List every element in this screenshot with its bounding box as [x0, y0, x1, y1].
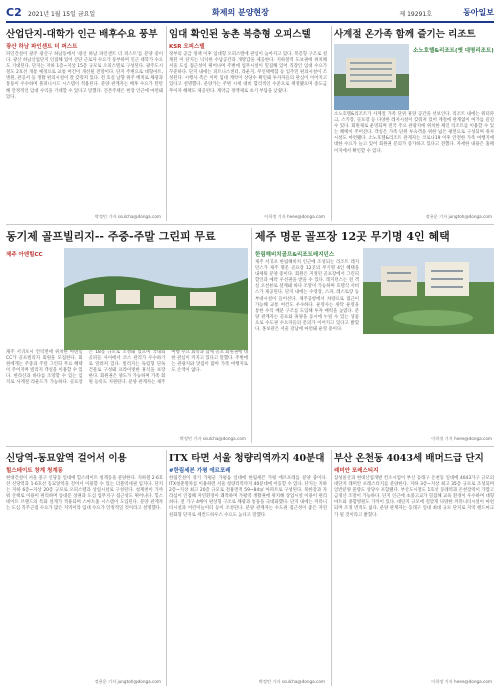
golf-resort-photo — [363, 248, 494, 334]
article-2-body: 정부의 공급 정책 이후 임대형 오피스텔에 관심이 높아지고 있다. 복층형 구조로 설계된 이 단지는 넉넉한 수납공간과 개방감을 제공한다. 지하철역 도보권에 위치해 서울 도심 접근성이 뛰어나며 주변에 업무시설이 밀집해 있어 직장인 임대 수요가 꾸준하다. 단지 내에는 피트니스센터, 라운지, 무인택배함 등 입주민 편의시설이 조성된다. 시행사 측은 이미 임대 계약이 상당수 확인돼 투자자들의 관심이 이어지고 있다고 설명했다. 분양가는 주변 시세 대비 합리적인 수준으로 책정됐으며 중도금 무이자 혜택도 제공된다. 계약금 정액제로 초기 부담을 낮췄다. — [169, 52, 327, 94]
issue-number: 제 19291호 — [399, 11, 432, 18]
article-3-byline: 정용운 기자 jungtoh@donga.com — [425, 214, 492, 219]
article-1-headline: 산업단지-대학가 인근 배후수요 풍부 — [6, 29, 158, 40]
article-8 — [334, 450, 494, 686]
article-2-byline: 이희정 기자 heee@donga.com — [264, 214, 325, 219]
article-4-byline: 박정민 기자 ssulcha@donga.com — [179, 436, 246, 441]
article-6-subhead: 힐스테이트 창계 청계동 — [6, 468, 63, 474]
article-4-subhead: 제주 아덴힐CC — [6, 252, 43, 258]
article-8-subhead: 래미안 포레스티지 — [334, 468, 379, 474]
column-divider — [331, 450, 332, 686]
article-6-byline: 정용운 기자 jungtoh@donga.com — [94, 679, 161, 684]
issue-date: 2021년 1월 15일 금요일 — [28, 11, 96, 18]
article-4 — [6, 228, 248, 443]
row-divider — [6, 446, 494, 447]
article-7-headline: ITX 타면 서울 청량리역까지 40분대 — [169, 453, 325, 464]
article-5-subhead: 한림해비치골프&리조트레지던스 — [255, 252, 335, 258]
article-4-headline: 동기제 골프빌리지-- 주중-주말 그린피 무료 — [6, 230, 216, 243]
page-number: C2 — [6, 6, 22, 19]
column-divider — [331, 26, 332, 221]
header-rule — [6, 21, 494, 23]
article-2-subhead: KSR 오피스텔 — [169, 44, 205, 50]
article-3-headline: 사계절 온가족 함께 즐기는 리조트 — [334, 29, 476, 40]
article-3-body: 소노호텔&리조트가 사계절 가족 단위 휴양 공간을 선보인다. 리조트 내에는 워터파크, 스키장, 골프장 등 다양한 레저시설이 갖춰져 있어 계절에 관계없이 여가를 즐길 수 있다. 회원제로 운영되며 전국 주요 관광지에 위치한 체인 리조트를 이용할 수 있는 혜택이 주어진다. 객실은 가족 단위 투숙객을 위한 넓은 평면으로 구성되며 취사 시설도 마련됐다. 소노호텔&리조트 관계자는 코로나19 이후 안전한 가족 여행지에 대한 수요가 늘고 있어 회원권 문의가 증가하고 있다고 전했다. 자세한 내용은 홈페이지에서 확인할 수 있다. — [334, 112, 494, 154]
article-6-headline: 신당역-동묘앞역 걸어서 이용 — [6, 453, 127, 464]
resort-photo — [334, 44, 409, 110]
article-5 — [255, 228, 494, 443]
article-6 — [6, 450, 163, 686]
article-8-headline: 부산 온천동 4043세 배머드급 단지 — [334, 453, 484, 464]
article-7-subhead: #한림세븐 가평 에르포레 — [169, 468, 231, 474]
row-divider — [6, 224, 494, 225]
article-1-body: 파인건설이 광주 광산구 하남동에서 '광산 하남 파인센트 더 퍼스트'를 분양 중이다. 광산 하남산업단지 인접해 있어 산단 근로자 수요가 풍부하며 인근 대학가 수요도 기대된다. 단지는 지하 1층~지상 15층 규모로 오피스텔로 구성된다. 광주도시철도 2호선 개통 예정으로 교통 여건이 개선될 전망이다. 단지 주변으로 대형마트, 병원, 관공서 등 생활 편의시설이 잘 갖춰져 있다. 전 호실 남향 위주 배치로 채광과 통풍이 우수하며 풀퍼니시드 시스템이 적용된다. 분양 관계자는 배후 수요가 탄탄해 안정적인 임대 수익을 기대할 수 있다고 말했다. 견본주택은 현장 인근에 마련돼 있다. — [6, 52, 163, 100]
article-6-body: 현대건설이 서울 중구 신당동 일대에 힐스테이트 청계동을 분양한다. 지하철 2·6호선 신당역과 1·6호선 동묘앞역을 걸어서 이용할 수 있는 더블역세권 입지다. 단지는 지하 6층~지상 20층 규모로 오피스텔과 상업시설로 구성된다. 청계천이 가까워 산책로 이용이 편리하며 동대문 상권과 도심 업무지구 접근성도 뛰어나다. 힐스테이트 브랜드의 특화 설계가 적용되며 스마트홈 시스템이 도입된다. 분양 관계자는 도심 직주근접 수요가 많은 지역이라 임대 수요가 안정적일 것이라고 설명했다. — [6, 476, 163, 512]
article-8-body: 삼성물산과 현대산업개발 컨소시엄이 부산 동래구 온천동 일대에 4043가구 규모의 대단지 래미안 포레스티지를 분양한다. 지하 3층~지상 최고 35층 규모로 조성되며 일반분양 물량도 상당수 포함됐다. 부산도시철도 1호선 동래역과 온천장역이 가깝고 금정산 조망이 가능하다. 단지 인근에 초중고교가 밀집해 교육 환경이 우수하며 대형마트와 종합병원도 가까이 있다. 대단지 규모에 걸맞게 다양한 커뮤니티시설이 마련되며 조경 면적도 넓다. 분양 관계자는 동래구 일대 최대 규모 단지로 지역 랜드마크가 될 것이라고 밝혔다. — [334, 476, 494, 518]
column-divider — [166, 26, 167, 221]
article-7 — [169, 450, 327, 686]
article-5-headline: 제주 명문 골프장 12곳 무기명 4인 혜택 — [255, 230, 450, 243]
column-divider — [166, 450, 167, 686]
article-5-byline: 이희정 기자 heee@donga.com — [431, 436, 492, 441]
golf-village-photo — [64, 248, 248, 350]
article-2-headline: 임대 확인된 농촌 복층형 오피스텔 — [169, 29, 311, 40]
article-3 — [334, 26, 494, 221]
article-3-subhead: 소노호텔&리조트(옛 대명리조트) — [413, 48, 494, 54]
article-5-body: 제주 서귀포 한림해비치 인근에 조성되는 리조트 레지던스가 제주 명문 골프장 12곳의 무기명 4인 혜택을 내세워 분양 중이다. 회원은 지정된 골프장에서 그린피 할인과 예약 우선권을 받을 수 있다. 레지던스는 전 객실 오션뷰로 설계돼 바다 조망이 가능하며 호텔식 서비스가 제공된다. 단지 내에는 수영장, 스파, 레스토랑 등 부대시설이 들어선다. 제주공항에서 차량으로 접근이 가능해 교통 여건도 우수하다. 운영사는 위탁 운영을 통한 수익 배분 구조를 도입해 투자 매력을 높였다. 분양 관계자는 골프와 휴양을 동시에 누릴 수 있는 상품으로 수도권 수요자들의 문의가 이어지고 있다고 밝혔다. 홍보관은 서울 강남에 마련돼 운영 중이다. — [255, 260, 359, 333]
article-1-byline: 박정민 기자 ssulcha@donga.com — [94, 214, 161, 219]
article-7-byline: 박정민 기자 ssulcha@donga.com — [258, 679, 325, 684]
column-divider — [251, 228, 252, 443]
article-8-byline: 이희정 기자 heee@donga.com — [431, 679, 492, 684]
article-4-body: 제주 서귀포시 안덕면에 위치한 아덴힐CC가 골프빌리지 회원을 모집한다. 회원에게는 주중과 주말 그린피 무료 혜택이 주어지며 빌리지 객실을 이용할 수 있다. 한라산과 바다를 조망할 수 있는 입지로 사계절 라운드가 가능하다. 골프장은 18홀 규모로 조성돼 있으며 국내외 골퍼들 사이에서 코스 관리가 우수하기로 알려져 있다. 빌리지는 독립형 단독 건물로 구성돼 프라이빗한 휴식을 보장한다. 회원권은 양도가 가능하며 가족 회원 등록도 지원된다. 분양 관계자는 제주 여행 수요 회복과 함께 골프 회원권에 대한 관심이 커지고 있다고 말했다. 주변에는 관광지와 맛집이 많아 가족 여행지로도 손색이 없다. — [6, 350, 248, 386]
page-header — [6, 6, 494, 20]
article-1 — [6, 26, 163, 221]
article-2 — [169, 26, 327, 221]
article-7-body: 한림건설이 경기 가평군 가평읍 일대에 한림세븐 가평 에르포레를 분양 중이다. ITX청춘열차를 이용하면 서울 청량리역까지 40분대에 이동할 수 있다. 단지는 지하 2층~지상 최고 20층 규모로 전용면적 59~84㎡ 아파트로 구성된다. 북한강과 자라섬이 인접해 자연환경이 쾌적하며 가평역 생활권에 위치해 상업시설 이용이 편리하다. 전 가구 4베이 판상형 구조로 채광과 통풍을 극대화했다. 단지 내에는 커뮤니티시설과 어린이놀이터 등이 조성된다. 분양 관계자는 수도권 접근성이 좋은 자연 친화형 단지로 세컨드하우스 수요도 높다고 말했다. — [169, 476, 327, 518]
article-1-subhead: 광산 하남 파인센트 더 퍼스트 — [6, 44, 78, 50]
section-title: 화제의 분양현장 — [212, 8, 269, 17]
newspaper-name: 동아일보 — [463, 8, 494, 17]
